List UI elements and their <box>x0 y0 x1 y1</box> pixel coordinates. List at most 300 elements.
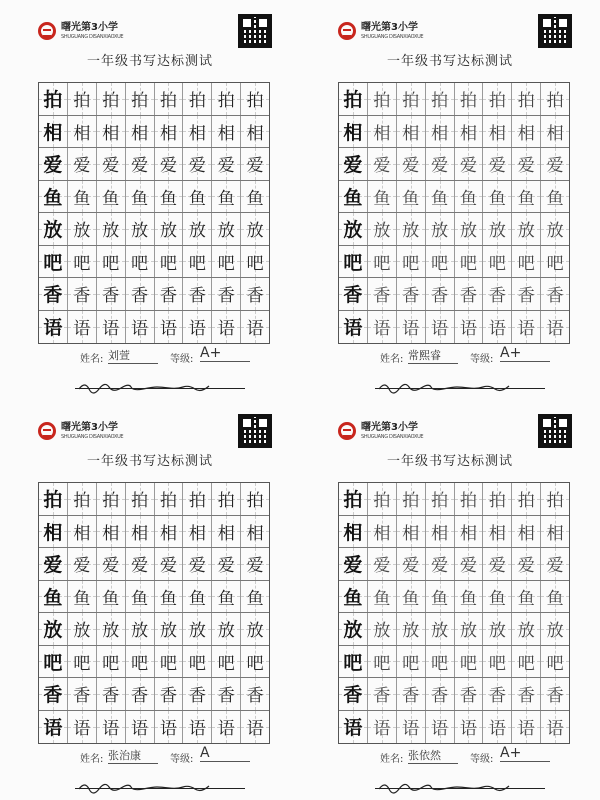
practice-character: 香 <box>73 686 91 707</box>
grid-row <box>39 148 269 181</box>
practice-character-cell <box>455 116 484 148</box>
grid-row <box>39 581 269 614</box>
model-character-cell <box>39 148 68 180</box>
model-character: 语 <box>343 317 363 340</box>
practice-character: 拍 <box>188 491 206 512</box>
practice-character-cell <box>426 516 455 548</box>
school-logo-icon <box>338 22 356 40</box>
practice-character: 相 <box>188 523 206 544</box>
practice-character-cell <box>241 711 269 744</box>
practice-character-cell <box>241 678 269 710</box>
practice-character: 相 <box>373 523 391 544</box>
practice-character-cell <box>68 646 97 678</box>
practice-character: 放 <box>373 621 391 642</box>
teacher-signature <box>75 780 245 794</box>
model-character: 鱼 <box>343 586 363 609</box>
student-name: 张治康 <box>108 747 158 764</box>
grid-row <box>339 483 569 516</box>
model-character: 爱 <box>343 154 363 177</box>
model-character-cell <box>39 246 68 278</box>
grid-row <box>339 581 569 614</box>
practice-character: 香 <box>246 686 264 707</box>
practice-character-cell <box>541 711 569 744</box>
practice-character-cell <box>212 613 241 645</box>
practice-character-cell <box>241 116 269 148</box>
practice-character-cell <box>455 678 484 710</box>
practice-character-cell <box>241 548 269 580</box>
model-character-cell <box>339 678 368 710</box>
practice-character-cell <box>241 246 269 278</box>
practice-character: 爱 <box>546 156 564 177</box>
test-sheet-3 <box>0 400 300 800</box>
model-character: 香 <box>343 284 363 307</box>
practice-character-cell <box>541 483 569 515</box>
grade-label: 等级: <box>170 754 194 765</box>
practice-character-cell <box>397 83 426 115</box>
practice-character: 语 <box>188 319 206 340</box>
practice-character-cell <box>97 246 126 278</box>
practice-character: 鱼 <box>188 188 206 209</box>
practice-character: 语 <box>246 719 264 740</box>
model-character-cell <box>339 148 368 180</box>
model-character: 语 <box>43 717 63 740</box>
practice-character: 香 <box>188 286 206 307</box>
practice-character: 拍 <box>102 91 120 112</box>
practice-character: 相 <box>546 523 564 544</box>
practice-character-cell <box>426 678 455 710</box>
grid-row <box>339 678 569 711</box>
practice-character: 吧 <box>373 653 391 674</box>
model-character-cell <box>39 548 68 580</box>
model-character-cell <box>39 613 68 645</box>
practice-character-cell <box>68 516 97 548</box>
practice-character: 吧 <box>517 253 535 274</box>
practice-character-cell <box>126 581 155 613</box>
model-character-cell <box>39 646 68 678</box>
practice-character: 香 <box>459 686 477 707</box>
practice-character-cell <box>212 581 241 613</box>
practice-character: 吧 <box>459 253 477 274</box>
practice-character-cell <box>241 646 269 678</box>
practice-character-cell <box>426 711 455 744</box>
practice-character: 语 <box>488 319 506 340</box>
practice-character-cell <box>241 581 269 613</box>
model-character-cell <box>339 646 368 678</box>
practice-character: 放 <box>402 621 420 642</box>
practice-character-cell <box>126 548 155 580</box>
practice-character-cell <box>97 516 126 548</box>
practice-character: 相 <box>102 123 120 144</box>
model-character-cell <box>339 278 368 310</box>
practice-character-cell <box>368 83 397 115</box>
practice-character: 吧 <box>73 653 91 674</box>
practice-character-cell <box>68 278 97 310</box>
practice-character-cell <box>397 213 426 245</box>
grid-row <box>339 278 569 311</box>
practice-character: 鱼 <box>246 188 264 209</box>
model-character: 吧 <box>343 251 363 274</box>
practice-character: 爱 <box>131 556 149 577</box>
practice-character: 放 <box>402 221 420 242</box>
model-character-cell <box>39 181 68 213</box>
practice-character: 语 <box>517 719 535 740</box>
practice-character: 语 <box>546 319 564 340</box>
practice-character-cell <box>368 548 397 580</box>
test-sheet-2 <box>300 0 600 400</box>
grade-value: A+ <box>500 345 550 362</box>
practice-character-cell <box>183 646 212 678</box>
practice-character: 拍 <box>546 91 564 112</box>
practice-character-cell <box>68 148 97 180</box>
practice-character: 鱼 <box>546 588 564 609</box>
practice-character-cell <box>97 646 126 678</box>
practice-character: 鱼 <box>217 188 235 209</box>
practice-character: 香 <box>431 686 449 707</box>
practice-character: 拍 <box>517 491 535 512</box>
practice-character: 香 <box>402 686 420 707</box>
practice-character: 拍 <box>517 91 535 112</box>
practice-character: 拍 <box>188 91 206 112</box>
practice-character: 香 <box>546 686 564 707</box>
grid-row <box>39 646 269 679</box>
practice-character: 吧 <box>373 253 391 274</box>
practice-character: 香 <box>373 686 391 707</box>
practice-character: 拍 <box>488 491 506 512</box>
practice-character: 吧 <box>488 653 506 674</box>
practice-character: 爱 <box>188 556 206 577</box>
practice-character: 香 <box>402 286 420 307</box>
practice-character: 爱 <box>431 556 449 577</box>
practice-character-cell <box>455 483 484 515</box>
model-character: 鱼 <box>43 186 63 209</box>
practice-character-cell <box>212 646 241 678</box>
practice-character-cell <box>541 278 569 310</box>
practice-character-cell <box>212 181 241 213</box>
practice-character: 吧 <box>159 253 177 274</box>
grid-row <box>339 311 569 344</box>
practice-character: 放 <box>73 221 91 242</box>
qr-code-icon <box>238 414 272 448</box>
grid-row <box>39 483 269 516</box>
practice-character: 拍 <box>546 491 564 512</box>
practice-character: 吧 <box>131 253 149 274</box>
model-character-cell <box>339 246 368 278</box>
practice-character: 拍 <box>488 91 506 112</box>
practice-character: 语 <box>488 719 506 740</box>
practice-character-cell <box>368 213 397 245</box>
practice-character-cell <box>483 246 512 278</box>
school-logo <box>38 22 123 40</box>
practice-character-cell <box>483 181 512 213</box>
model-character: 吧 <box>343 651 363 674</box>
grade-label: 等级: <box>470 354 494 365</box>
practice-character-cell <box>397 278 426 310</box>
practice-character-cell <box>212 213 241 245</box>
practice-character-cell <box>183 83 212 115</box>
practice-character: 放 <box>73 621 91 642</box>
practice-character: 香 <box>131 686 149 707</box>
model-character: 语 <box>343 717 363 740</box>
model-character: 放 <box>343 219 363 242</box>
grid-row <box>39 311 269 344</box>
practice-character: 拍 <box>159 91 177 112</box>
practice-character: 爱 <box>488 156 506 177</box>
student-name: 张依然 <box>408 747 458 764</box>
practice-character-cell <box>483 646 512 678</box>
grade-label: 等级: <box>470 754 494 765</box>
practice-character: 鱼 <box>431 588 449 609</box>
school-name: 曙光第3小学 <box>361 21 418 33</box>
practice-character: 吧 <box>159 653 177 674</box>
grid-row <box>39 548 269 581</box>
practice-character-cell <box>183 711 212 744</box>
practice-character-cell <box>368 246 397 278</box>
practice-character: 鱼 <box>246 588 264 609</box>
model-character: 放 <box>343 619 363 642</box>
qr-code-icon <box>238 14 272 48</box>
practice-character-cell <box>426 311 455 344</box>
grid-row <box>339 116 569 149</box>
practice-character-cell <box>426 548 455 580</box>
practice-character: 爱 <box>517 156 535 177</box>
school-subname: SHUGUANG DISANXIAOXUE <box>61 33 124 40</box>
practice-character-cell <box>241 483 269 515</box>
model-character: 相 <box>43 121 63 144</box>
qr-code-icon <box>538 414 572 448</box>
practice-character-cell <box>368 311 397 344</box>
model-character-cell <box>339 613 368 645</box>
practice-character: 语 <box>188 719 206 740</box>
practice-character-cell <box>455 646 484 678</box>
practice-character: 香 <box>488 686 506 707</box>
practice-character-cell <box>512 116 541 148</box>
student-name: 常熙睿 <box>408 347 458 364</box>
practice-character: 语 <box>73 319 91 340</box>
practice-character: 放 <box>131 221 149 242</box>
model-character: 爱 <box>343 554 363 577</box>
practice-character-cell <box>68 181 97 213</box>
practice-character-cell <box>512 83 541 115</box>
practice-character: 香 <box>102 286 120 307</box>
sheet-title: 一年级书写达标测试 <box>386 54 513 69</box>
practice-character-cell <box>455 213 484 245</box>
practice-character-cell <box>483 83 512 115</box>
school-logo <box>338 422 423 440</box>
practice-character: 相 <box>459 523 477 544</box>
practice-character: 放 <box>246 221 264 242</box>
practice-character-cell <box>183 311 212 344</box>
practice-character: 拍 <box>459 491 477 512</box>
practice-character: 拍 <box>459 91 477 112</box>
practice-character: 拍 <box>246 491 264 512</box>
practice-character-cell <box>426 278 455 310</box>
practice-character: 吧 <box>546 253 564 274</box>
practice-character: 拍 <box>373 491 391 512</box>
practice-character-cell <box>541 116 569 148</box>
practice-character-cell <box>455 581 484 613</box>
practice-character-cell <box>126 246 155 278</box>
practice-character: 香 <box>517 286 535 307</box>
model-character: 鱼 <box>343 186 363 209</box>
practice-character: 吧 <box>246 253 264 274</box>
practice-character: 相 <box>517 523 535 544</box>
practice-character-cell <box>183 548 212 580</box>
practice-character-cell <box>397 646 426 678</box>
practice-character: 香 <box>459 286 477 307</box>
practice-character: 放 <box>488 621 506 642</box>
teacher-signature <box>75 380 245 394</box>
school-logo-icon <box>38 422 56 440</box>
practice-character-cell <box>368 278 397 310</box>
practice-character: 拍 <box>159 491 177 512</box>
practice-character-cell <box>541 83 569 115</box>
practice-character-cell <box>512 581 541 613</box>
practice-character-cell <box>541 548 569 580</box>
model-character-cell <box>39 516 68 548</box>
practice-character: 语 <box>73 719 91 740</box>
practice-character-cell <box>212 483 241 515</box>
practice-character: 鱼 <box>546 188 564 209</box>
practice-character: 爱 <box>73 556 91 577</box>
practice-character-cell <box>183 213 212 245</box>
practice-character-cell <box>68 116 97 148</box>
practice-character-cell <box>183 483 212 515</box>
practice-character: 香 <box>159 286 177 307</box>
model-character: 放 <box>43 219 63 242</box>
practice-character-cell <box>68 613 97 645</box>
practice-character: 爱 <box>159 156 177 177</box>
practice-character-cell <box>97 581 126 613</box>
practice-character: 放 <box>546 621 564 642</box>
practice-character-cell <box>368 581 397 613</box>
practice-character-cell <box>97 711 126 744</box>
model-character-cell <box>339 311 368 344</box>
model-character-cell <box>39 278 68 310</box>
practice-character: 放 <box>188 221 206 242</box>
practice-character: 香 <box>159 686 177 707</box>
practice-character-cell <box>397 678 426 710</box>
practice-character-cell <box>512 278 541 310</box>
practice-character-cell <box>483 278 512 310</box>
model-character-cell <box>339 83 368 115</box>
practice-character: 放 <box>102 621 120 642</box>
practice-character-cell <box>68 483 97 515</box>
grid-row <box>339 83 569 116</box>
model-character-cell <box>39 83 68 115</box>
practice-character-cell <box>397 613 426 645</box>
grid-row <box>39 246 269 279</box>
name-label: 姓名: <box>380 754 404 765</box>
practice-character-cell <box>368 678 397 710</box>
practice-character-cell <box>512 548 541 580</box>
practice-character: 香 <box>102 686 120 707</box>
school-subname: SHUGUANG DISANXIAOXUE <box>61 433 124 440</box>
practice-character: 放 <box>546 221 564 242</box>
practice-character-cell <box>455 278 484 310</box>
practice-character: 拍 <box>431 91 449 112</box>
practice-character-cell <box>241 613 269 645</box>
practice-character-cell <box>183 148 212 180</box>
practice-character: 语 <box>217 319 235 340</box>
practice-character-cell <box>541 311 569 344</box>
practice-character-cell <box>541 581 569 613</box>
practice-character: 鱼 <box>402 588 420 609</box>
grid-row <box>39 278 269 311</box>
practice-character: 相 <box>73 523 91 544</box>
practice-character-cell <box>183 181 212 213</box>
practice-character: 鱼 <box>131 588 149 609</box>
writing-grid <box>38 482 270 744</box>
grade-value: A+ <box>500 745 550 762</box>
practice-character-cell <box>368 483 397 515</box>
model-character-cell <box>339 711 368 744</box>
practice-character-cell <box>126 646 155 678</box>
grid-row <box>339 181 569 214</box>
practice-character: 吧 <box>102 653 120 674</box>
model-character: 拍 <box>343 489 363 512</box>
practice-character: 鱼 <box>459 588 477 609</box>
practice-character: 吧 <box>188 653 206 674</box>
practice-character: 相 <box>188 123 206 144</box>
practice-character: 鱼 <box>188 588 206 609</box>
practice-character-cell <box>541 246 569 278</box>
model-character-cell <box>39 581 68 613</box>
school-subname: SHUGUANG DISANXIAOXUE <box>361 433 424 440</box>
practice-character-cell <box>368 116 397 148</box>
practice-character-cell <box>212 83 241 115</box>
practice-character-cell <box>68 246 97 278</box>
practice-character-cell <box>368 181 397 213</box>
practice-character-cell <box>68 711 97 744</box>
practice-character-cell <box>512 213 541 245</box>
practice-character-cell <box>512 181 541 213</box>
school-logo <box>38 422 123 440</box>
practice-character: 相 <box>246 523 264 544</box>
practice-character: 拍 <box>102 491 120 512</box>
practice-character: 鱼 <box>517 188 535 209</box>
practice-character: 鱼 <box>102 188 120 209</box>
practice-character-cell <box>97 311 126 344</box>
practice-character: 香 <box>488 286 506 307</box>
practice-character: 语 <box>546 719 564 740</box>
practice-character-cell <box>155 516 184 548</box>
practice-character: 鱼 <box>517 588 535 609</box>
practice-character: 鱼 <box>402 188 420 209</box>
practice-character-cell <box>455 148 484 180</box>
practice-character: 拍 <box>246 91 264 112</box>
practice-character: 香 <box>431 286 449 307</box>
practice-character: 爱 <box>431 156 449 177</box>
practice-character: 吧 <box>102 253 120 274</box>
practice-character: 相 <box>402 123 420 144</box>
practice-character-cell <box>183 581 212 613</box>
practice-character: 爱 <box>73 156 91 177</box>
practice-character: 吧 <box>459 653 477 674</box>
practice-character-cell <box>68 83 97 115</box>
practice-character: 香 <box>246 286 264 307</box>
practice-character-cell <box>541 646 569 678</box>
practice-character: 拍 <box>73 491 91 512</box>
practice-character-cell <box>126 678 155 710</box>
model-character-cell <box>39 213 68 245</box>
practice-character: 相 <box>488 523 506 544</box>
practice-character-cell <box>455 311 484 344</box>
practice-character-cell <box>212 148 241 180</box>
practice-character-cell <box>483 516 512 548</box>
model-character-cell <box>39 678 68 710</box>
practice-character: 语 <box>217 719 235 740</box>
practice-character: 爱 <box>459 556 477 577</box>
